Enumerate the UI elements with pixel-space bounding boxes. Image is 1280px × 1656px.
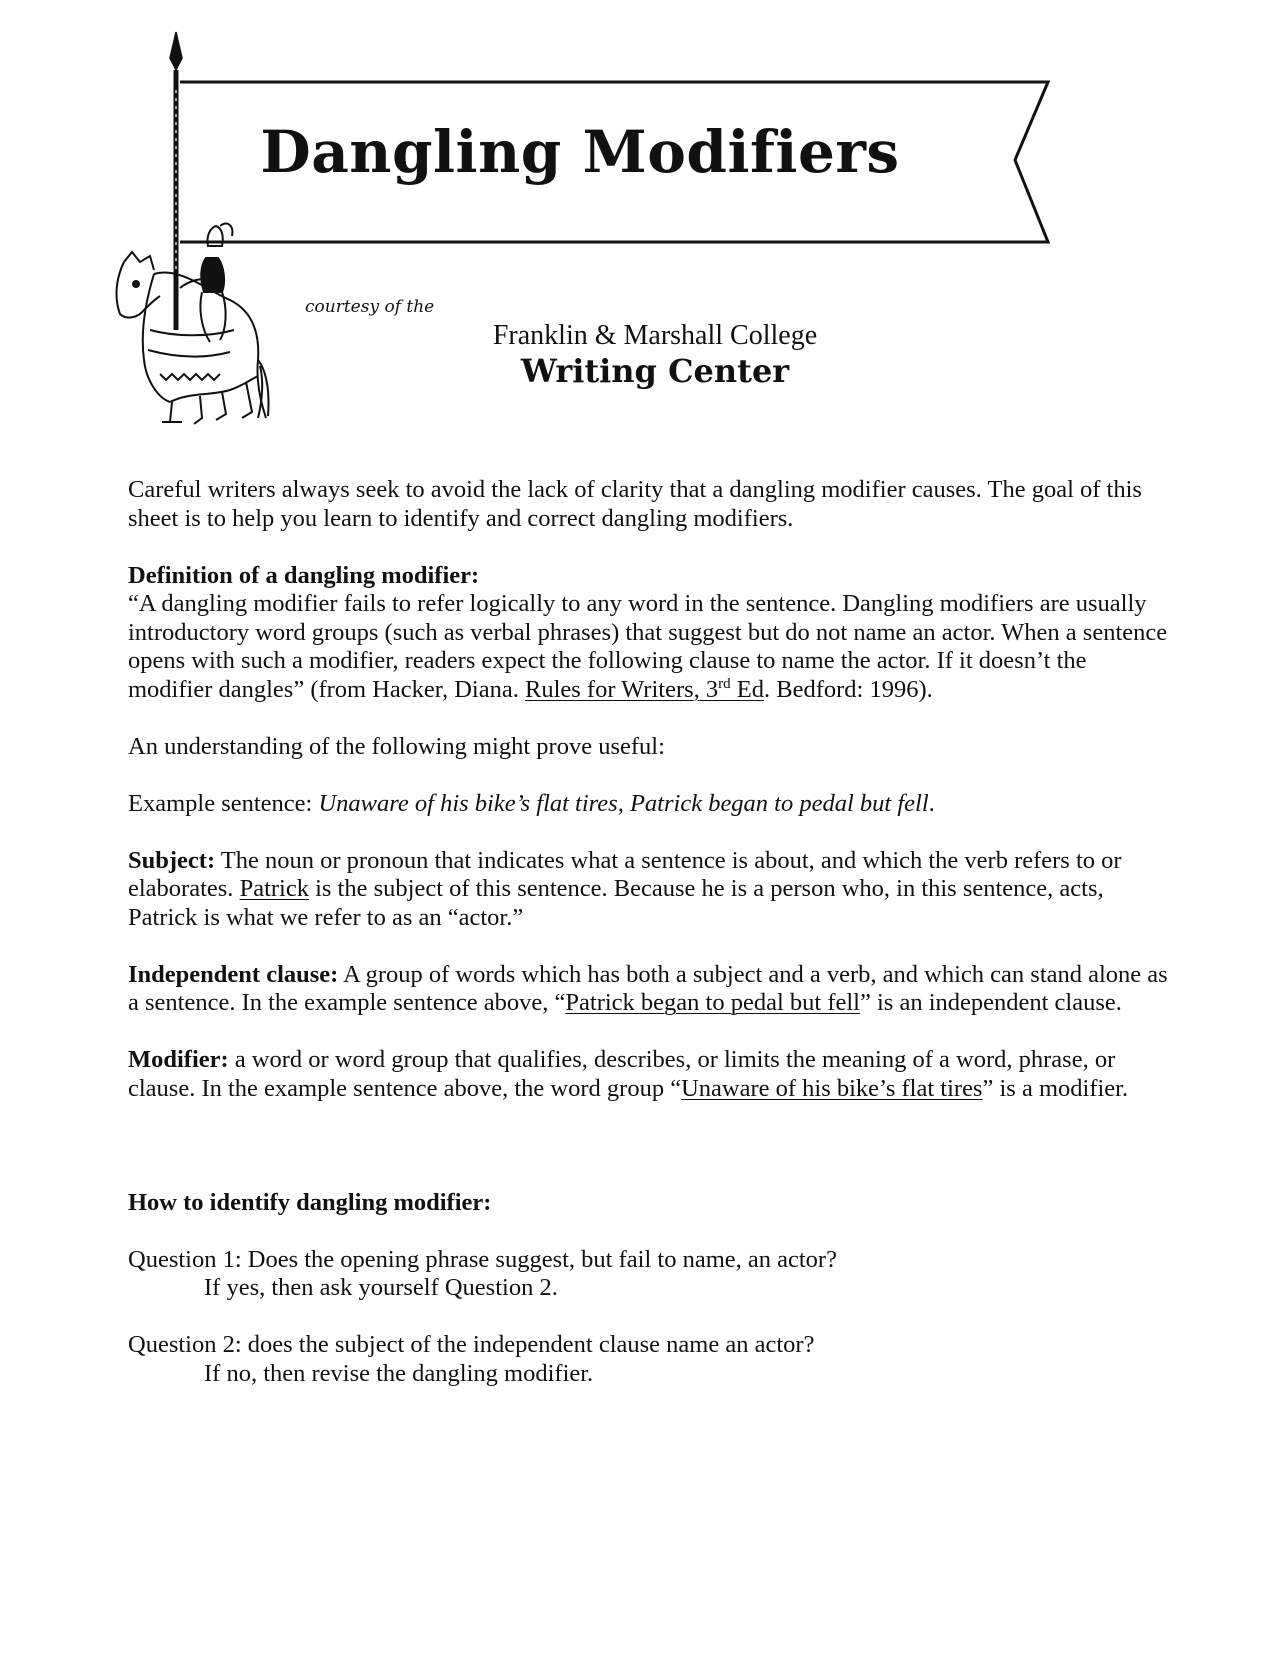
book-title <box>525 676 764 703</box>
question-2-text: Question 2: does the subject of the independent clause name an actor? <box>128 1331 815 1358</box>
courtesy-line: courtesy of the <box>305 297 435 317</box>
spacer <box>128 1132 1168 1189</box>
subject-definition <box>128 847 1168 933</box>
modifier-text2: ” is a modifier. <box>982 1074 1129 1102</box>
subject-text2: is the subject of this sentence. Because he is a person who, in this sentence, acts, Patrick is what we refer to as an “actor.” <box>128 875 1104 931</box>
definition-section <box>128 562 1168 705</box>
document-body <box>128 476 1168 1417</box>
identify-heading: How to identify dangling modifier: <box>128 1188 492 1216</box>
definition-quote: “A dangling modifier fails to refer logically to any word in the sentence. Dangling modifiers are usually introductory word groups (such as verbal phrases) that suggest but do not name an actor. When a sentence opens with such a modifier, readers expect the following clause to name the actor. If it doesn’t the modifier dangles” (from Hacker, Diana. <box>128 590 1168 703</box>
example-label: Example sentence: <box>128 789 319 817</box>
question-1-followup: If yes, then ask yourself Question 2. <box>204 1274 558 1301</box>
book-title-sup: rd <box>718 675 731 692</box>
intro-paragraph: Careful writers always seek to avoid the lack of clarity that a dangling modifier causes. The goal of this sheet is to help you learn to identify and correct dangling modifiers. <box>128 476 1142 532</box>
knight-on-horse-icon <box>117 224 269 424</box>
question-2-followup: If no, then revise the dangling modifier. <box>204 1359 594 1387</box>
subject-text1: The noun or pronoun that indicates what a sentence is about, and which the verb refers to or elaborates. <box>128 846 1122 902</box>
subject-term: Subject: <box>128 846 216 874</box>
book-title-part1: Rules for Writers, 3 <box>524 675 719 703</box>
modifier-term: Modifier: <box>128 1046 229 1073</box>
modifier-example: Unaware of his bike’s flat tires <box>681 1074 983 1102</box>
independent-text2: ” is an independent clause. <box>859 989 1122 1016</box>
college-name: Franklin & Marshall College <box>492 320 818 351</box>
modifier-text1: a word or word group that qualifies, describes, or limits the meaning of a word, phrase, or clause. In the example sentence above, the word group “ <box>128 1046 1116 1102</box>
independent-text1: A group of words which has both a subject and a verb, and which can stand alone as a sentence. In the example sentence above, “ <box>128 960 1168 1016</box>
writing-center-name: Writing Center <box>520 352 790 390</box>
citation-end: . Bedford: 1996). <box>764 675 933 703</box>
independent-example: Patrick began to pedal but fell <box>565 989 860 1016</box>
definition-heading: Definition of a dangling modifier: <box>128 561 480 589</box>
modifier-definition <box>128 1046 1168 1103</box>
independent-term: Independent clause: <box>128 960 339 988</box>
independent-clause-definition <box>128 961 1168 1018</box>
example-text: Unaware of his bike’s flat tires, Patrick began to pedal but fell <box>318 789 929 817</box>
book-title-part2: Ed <box>730 675 764 703</box>
question-1 <box>128 1246 1168 1303</box>
example-end: . <box>928 789 935 817</box>
question-2 <box>128 1331 1168 1388</box>
example-sentence <box>128 790 1168 819</box>
question-1-text: Question 1: Does the opening phrase suggest, but fail to name, an actor? <box>128 1245 837 1273</box>
subject-example: Patrick <box>239 875 309 902</box>
page-title: Dangling Modifiers <box>260 118 900 186</box>
understanding-line: An understanding of the following might prove useful: <box>128 732 665 760</box>
